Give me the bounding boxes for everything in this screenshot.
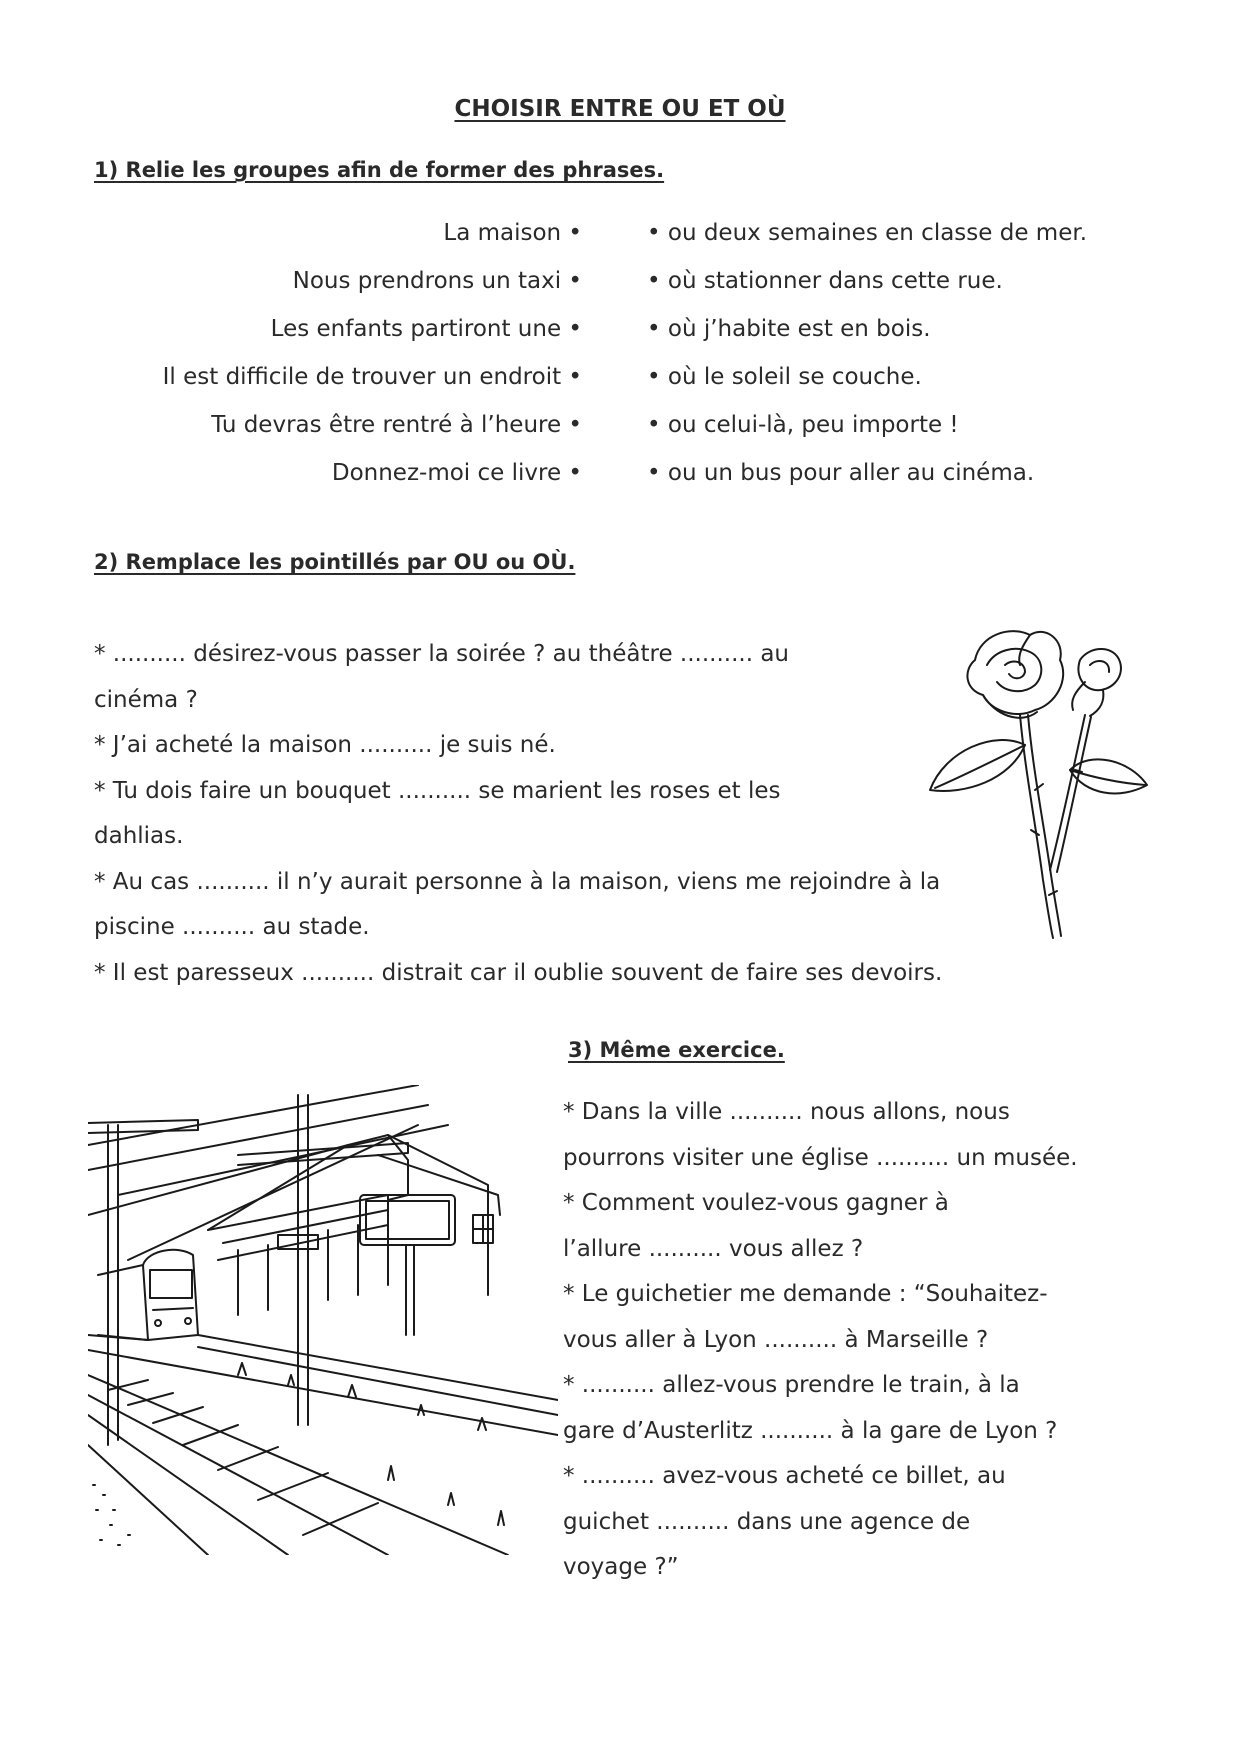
right-phrase[interactable]: • où j’habite est en bois. bbox=[647, 316, 931, 342]
page-title: CHOISIR ENTRE OU ET OÙ bbox=[454, 96, 786, 122]
exercise-1-heading: 1) Relie les groupes afin de former des phrases. bbox=[94, 158, 665, 182]
exercise-line: vous aller à Lyon .......... à Marseille ? bbox=[563, 1326, 989, 1353]
match-row bbox=[0, 218, 1240, 266]
exercise-line: pourrons visiter une église .......... un musée. bbox=[563, 1144, 1078, 1171]
match-row bbox=[0, 314, 1240, 362]
right-phrase[interactable]: • ou deux semaines en classe de mer. bbox=[647, 220, 1087, 246]
train-station-illustration bbox=[88, 1085, 558, 1555]
exercise-line: gare d’Austerlitz .......... à la gare de Lyon ? bbox=[563, 1417, 1058, 1444]
exercise-line: * Le guichetier me demande : “Souhaitez- bbox=[563, 1281, 1048, 1307]
exercise-line: * .......... désirez-vous passer la soirée ? au théâtre .......... au bbox=[94, 641, 790, 667]
exercise-3-heading: 3) Même exercice. bbox=[568, 1038, 785, 1062]
exercise-line: * .......... avez-vous acheté ce billet, au bbox=[563, 1463, 1006, 1489]
exercise-line: l’allure .......... vous allez ? bbox=[563, 1235, 864, 1262]
left-phrase[interactable]: Les enfants partiront une • bbox=[270, 316, 582, 342]
exercise-2-heading: 2) Remplace les pointillés par OU ou OÙ. bbox=[94, 550, 576, 574]
exercise-line: * Comment voulez-vous gagner à bbox=[563, 1190, 949, 1216]
exercise-line: * .......... allez-vous prendre le train, à la bbox=[563, 1372, 1020, 1398]
exercise-line: * Dans la ville .......... nous allons, nous bbox=[563, 1099, 1010, 1125]
rose-illustration bbox=[925, 620, 1150, 940]
exercise-line: * Au cas .......... il n’y aurait personne à la maison, viens me rejoindre à la bbox=[94, 868, 941, 895]
matching-list bbox=[0, 218, 1240, 506]
match-row bbox=[0, 410, 1240, 458]
left-phrase[interactable]: Nous prendrons un taxi • bbox=[292, 268, 582, 294]
right-phrase[interactable]: • où stationner dans cette rue. bbox=[647, 268, 1003, 294]
left-phrase[interactable]: Tu devras être rentré à l’heure • bbox=[211, 412, 582, 438]
left-phrase[interactable]: Donnez-moi ce livre • bbox=[331, 460, 582, 486]
exercise-3-text bbox=[563, 1090, 1163, 1591]
exercise-line: * J’ai acheté la maison .......... je suis né. bbox=[94, 732, 556, 758]
right-phrase[interactable]: • où le soleil se couche. bbox=[647, 364, 922, 390]
exercise-line: * Il est paresseux .......... distrait car il oublie souvent de faire ses devoirs. bbox=[94, 959, 943, 986]
match-row bbox=[0, 266, 1240, 314]
exercise-line: * Tu dois faire un bouquet .......... se marient les roses et les bbox=[94, 777, 781, 804]
left-phrase[interactable]: Il est difficile de trouver un endroit • bbox=[162, 364, 582, 390]
left-phrase[interactable]: La maison • bbox=[443, 220, 582, 246]
match-row bbox=[0, 362, 1240, 410]
exercise-line: dahlias. bbox=[94, 823, 184, 849]
exercise-line: guichet .......... dans une agence de bbox=[563, 1508, 971, 1535]
right-phrase[interactable]: • ou un bus pour aller au cinéma. bbox=[647, 460, 1035, 486]
exercise-line: cinéma ? bbox=[94, 686, 198, 713]
exercise-line: voyage ?” bbox=[563, 1554, 679, 1580]
match-row bbox=[0, 458, 1240, 506]
exercise-line: piscine .......... au stade. bbox=[94, 914, 370, 940]
right-phrase[interactable]: • ou celui-là, peu importe ! bbox=[647, 412, 959, 438]
